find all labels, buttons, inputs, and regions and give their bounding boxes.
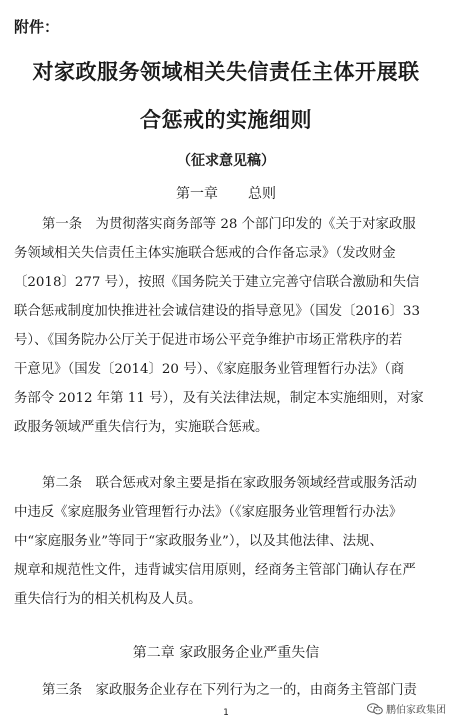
document-title-line-1: 对家政服务领域相关失信责任主体开展联 (32, 59, 420, 84)
article-line: 规章和规范性文件，违背诚实信用原则，经商务主管部门确认存在严 (14, 563, 416, 578)
chapter-heading-1 (0, 183, 452, 203)
article-line: 联合惩戒制度加快推进社会诚信建设的指导意见》（国发〔2016〕33 (14, 304, 420, 319)
chapter-heading-2 (0, 642, 452, 662)
chapter-number: 第二章 (132, 645, 175, 661)
article-line: 号）、《国务院办公厅关于促进市场公平竞争维护市场正常秩序的若 (14, 333, 403, 348)
chapter-name: 家政服务企业严重失信 (179, 645, 320, 661)
article-line: 务部令 2012 年第 11 号），及有关法律法规，制定本实施细则，对家 (14, 391, 424, 406)
article-2 (14, 469, 444, 614)
article-line: 〔2018〕277 号），按照《国务院关于建立完善守信联合激励和失信 (14, 275, 420, 290)
article-line: 干意见》（国发〔2014〕20 号）、《家庭服务业管理暂行办法》（商 (14, 362, 405, 377)
article-line: 第一条 为贯彻落实商务部等 28 个部门印发的《关于对家政服 (42, 217, 416, 232)
chapter-name: 总则 (248, 186, 276, 202)
attachment-label: 附件： (14, 18, 60, 36)
draft-subtitle: （征求意见稿） (177, 153, 275, 169)
page-number: 1 (223, 708, 229, 718)
chapter-number: 第一章 (176, 186, 218, 202)
wechat-watermark (367, 701, 446, 716)
article-line: 第二条 联合惩戒对象主要是指在家政服务领域经营或服务活动 (42, 476, 417, 491)
watermark-text: 鹏伯家政集团 (386, 705, 446, 716)
document-title-line-2: 合惩戒的实施细则 (140, 107, 312, 132)
article-line: 中违反《家庭服务业管理暂行办法》（《家庭服务业管理暂行办法》 (14, 505, 403, 520)
article-1 (14, 210, 444, 442)
article-line: 重失信行为的相关机构及人员。 (14, 592, 202, 607)
wechat-icon (367, 703, 383, 715)
article-line: 务领域相关失信责任主体实施联合惩戒的合作备忘录》（发改财金 (14, 246, 396, 261)
article-line: 第三条 家政服务企业存在下列行为之一的，由商务主管部门责 (42, 683, 417, 698)
article-line: 政服务领域严重失信行为，实施联合惩戒。 (14, 420, 269, 435)
article-line: 中“家庭服务业”等同于“家政服务业”），以及其他法律、法规、 (14, 534, 383, 549)
